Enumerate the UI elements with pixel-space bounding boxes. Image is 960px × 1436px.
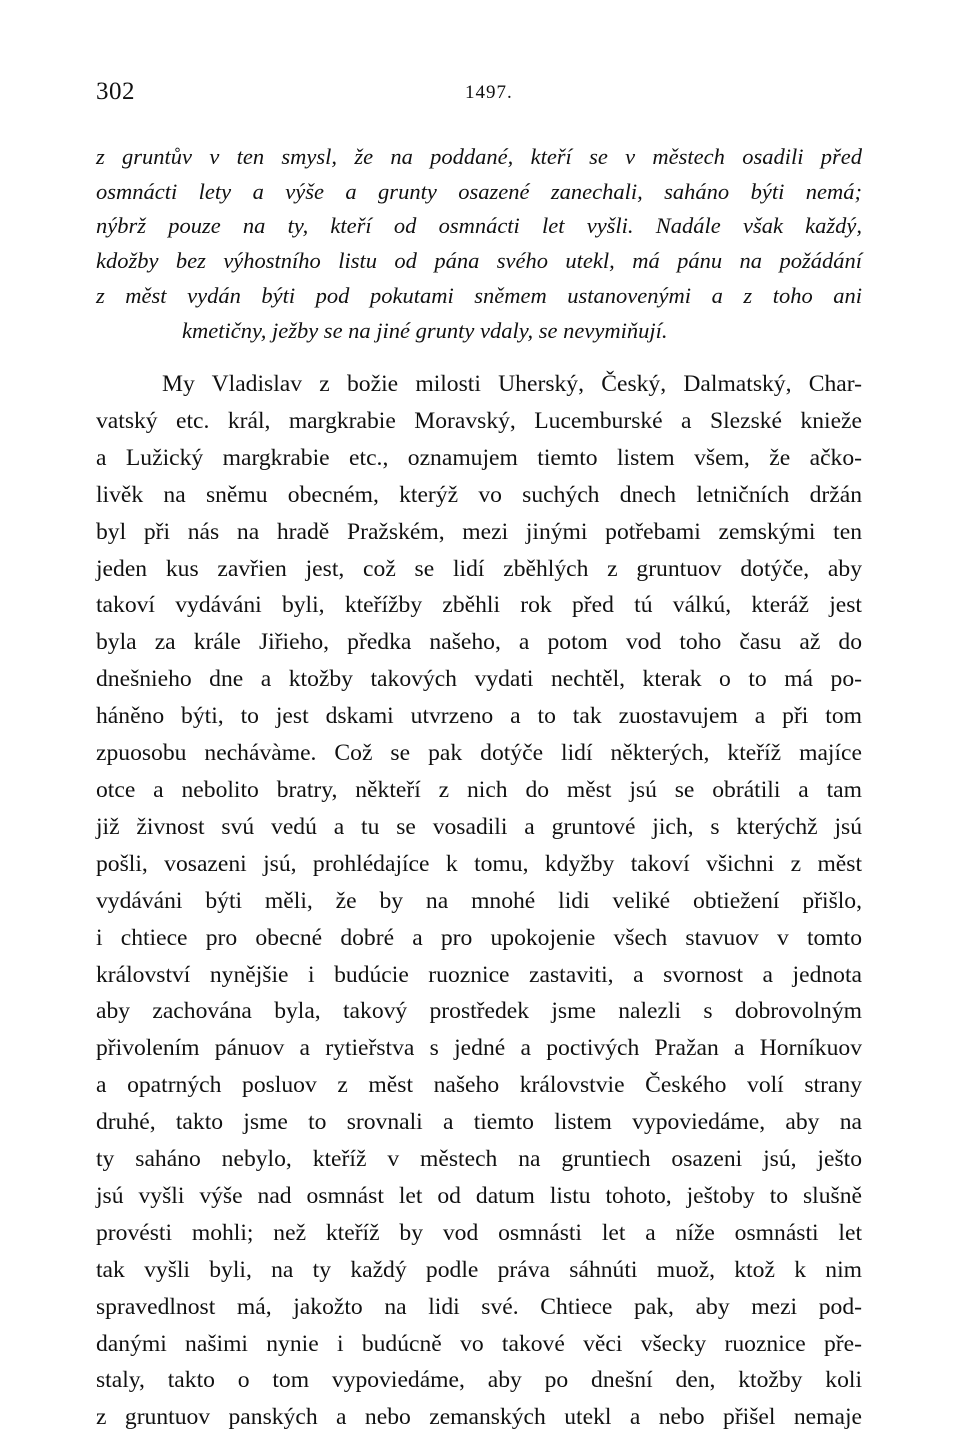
text-line: kdožby bez výhostního listu od pána svého utekl, má pánu na požádání: [96, 248, 862, 274]
page-number: 302: [96, 78, 135, 105]
text-line: livěk na sněmu obecném, kterýž vo suchých dnech letničních držán: [96, 481, 862, 508]
page-header: [0, 78, 960, 110]
text-line: zpuosobu nechávàme. Což se pak dotýče lidí některých, kteříž majíce: [96, 740, 862, 767]
text-line: kmetičny, ježby se na jiné grunty vdaly, se nevymiňují.: [182, 317, 668, 343]
text-line: vydáváni býti měli, že by na mnohé lidi veliké obtiežení přišlo,: [96, 887, 862, 914]
text-line: byl při nás na hradě Pražském, mezi jinými potřebami zemskými ten: [96, 518, 862, 545]
text-line: a opatrných posluov z měst našeho královstvie Českého volí strany: [96, 1072, 862, 1099]
text-line: z gruntuov panských a nebo zemanských utekl a nebo přišel nemaje: [96, 1404, 862, 1431]
text-line: z měst vydán býti pod pokutami sněmem ustanovenými a z toho ani: [96, 282, 862, 308]
main-charter-text: [96, 366, 862, 1436]
text-line: království nynějšie i budúcie ruoznice zastaviti, a svornost a jednota: [96, 961, 862, 988]
text-line: nýbrž pouze na ty, kteří od osmnácti let vyšli. Nadále však každý,: [96, 213, 862, 239]
running-head-year: 1497.: [465, 82, 513, 103]
text-line: vatský etc. král, margkrabie Moravský, Lucemburské a Slezské knieže: [96, 407, 862, 434]
text-line: My Vladislav z božie milosti Uherský, Český, Dalmatský, Char-: [162, 371, 862, 397]
text-line: aby zachována byla, takový prostředek jsme nalezli s dobrovolným: [96, 998, 862, 1025]
text-line: pošli, vosazeni jsú, prohlédajíce k tomu, kdyžby takoví všichni z měst: [96, 850, 862, 877]
text-line: osmnácti lety a výše a grunty osazené zanechali, saháno býti nemá;: [96, 178, 862, 204]
text-line: přivolením pánuov a rytieřstva s jedné a poctivých Pražan a Horníkuov: [96, 1035, 862, 1062]
text-line: ty saháno nebylo, kteříž v městech na gruntiech osazeni jsú, ješto: [96, 1146, 862, 1173]
text-line: danými našimi nynie i budúcně vo takové věci všecky ruoznice pře-: [96, 1330, 862, 1357]
text-line: z gruntův v ten smysl, že na poddané, kteří se v městech osadili před: [96, 144, 862, 169]
text-line: jeden kus zavřien jest, což se lidí zběhlých z gruntuov dotýče, aby: [96, 555, 862, 582]
text-line: a Lužický margkrabie etc., oznamujem tiemto listem všem, že ačko-: [96, 444, 862, 471]
text-line: dnešnieho dne a ktožby takových vydati nechtěl, kterak o to má po-: [96, 666, 862, 693]
text-line: háněno býti, to jest dskami utvrzeno a to tak zuostavujem a při tom: [96, 703, 862, 730]
text-line: tak vyšli byli, na ty každý podle práva sáhnúti muož, ktož k nim: [96, 1256, 862, 1283]
text-line: byla za krále Jiřieho, předka našeho, a potom vod toho času až do: [96, 629, 862, 656]
text-line: druhé, takto jsme to srovnali a tiemto listem vypoviedáme, aby na: [96, 1109, 862, 1136]
text-line: provésti mohli; než kteříž by vod osmnásti let a níže osmnásti let: [96, 1219, 862, 1246]
text-line: takoví vydáváni byli, kteřížby zběhli rok před tú válkú, kteráž jest: [96, 592, 862, 619]
text-line: otce a nebolito bratry, někteří z nich do měst jsú se obrátili a tam: [96, 776, 862, 803]
text-line: jsú vyšli výše nad osmnást let od datum listu tohoto, ještoby to slušně: [96, 1182, 862, 1209]
text-line: staly, takto o tom vypoviedáme, aby po dnešní den, ktožby koli: [96, 1367, 862, 1394]
text-line: již živnost svú vedú a tu se vosadili a gruntové jich, s kterýchž jsú: [96, 813, 862, 840]
italic-summary-paragraph: [96, 140, 862, 348]
text-line: spravedlnost má, jakožto na lidi své. Chtiece pak, aby mezi pod-: [96, 1293, 862, 1320]
text-line: i chtiece pro obecné dobré a pro upokojenie všech stavuov v tomto: [96, 924, 862, 951]
